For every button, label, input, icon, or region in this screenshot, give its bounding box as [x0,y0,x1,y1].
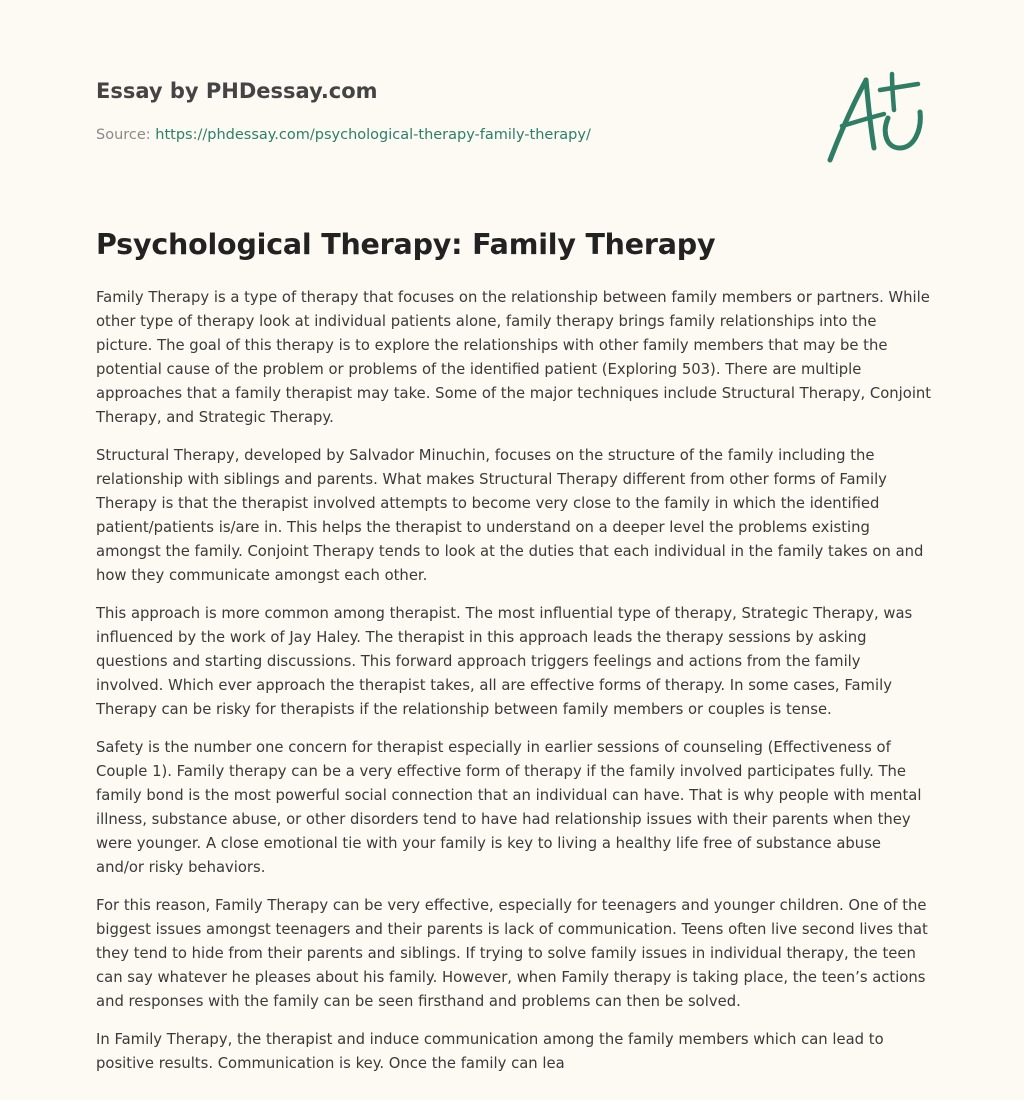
essay-body [96,286,932,1090]
essay-title: Psychological Therapy: Family Therapy [96,228,716,261]
brand-title: Essay by PHDessay.com [96,79,378,103]
essay-paragraph: Structural Therapy, developed by Salvador Minuchin, focuses on the structure of the family including the relationship with siblings and parents. What makes Structural Therapy different from other forms of Family Therapy is that the therapist involved attempts to become very close to the family in which the identified patient/patients is/are in. This helps the therapist to understand on a deeper level the problems existing amongst the family. Conjoint Therapy tends to look at the duties that each individual in the family takes on and how they communicate amongst each other. [96,447,924,584]
essay-paragraph: For this reason, Family Therapy can be very effective, especially for teenagers and younger children. One of the biggest issues amongst teenagers and their parents is lack of communication. Teens often live second lives that they tend to hide from their parents and siblings. If trying to solve family issues in individual therapy, the teen can say whatever he pleases about his family. However, when Family therapy is taking place, the teen’s actions and responses with the family can be seen firsthand and problems can then be solved. [96,897,928,1010]
source-line [96,125,816,145]
source-label: Source: [96,127,151,143]
essay-paragraph: Family Therapy is a type of therapy that focuses on the relationship between family members or partners. While other type of therapy look at individual patients alone, family therapy brings family relationships into the picture. The goal of this therapy is to explore the relationships with other family members that may be the potential cause of the problem or problems of the identified patient (Exploring 503). There are multiple approaches that a family therapist may take. Some of the major techniques include Structural Therapy, Conjoint Therapy, and Strategic Therapy. [96,289,932,426]
essay-header [96,78,816,145]
source-link[interactable]: https://phdessay.com/psychological-therapy-family-therapy/ [155,127,591,143]
essay-paragraph: Safety is the number one concern for therapist especially in earlier sessions of counseling (Effectiveness of Couple 1). Family therapy can be a very effective form of therapy if the family involved participates fully. The family bond is the most powerful social connection that an individual can have. That is why people with mental illness, substance abuse, or other disorders tend to have had relationship issues with their parents when they were younger. A close emotional tie with your family is key to living a healthy life free of substance abuse and/or risky behaviors. [96,739,922,876]
essay-paragraph: In Family Therapy, the therapist and induce communication among the family members which can lead to positive results. Communication is key. Once the family can lea [96,1031,884,1072]
essay-paragraph: This approach is more common among therapist. The most influential type of therapy, Strategic Therapy, was influenced by the work of Jay Haley. The therapist in this approach leads the therapy sessions by asking questions and starting discussions. This forward approach triggers feelings and actions from the family involved. Which ever approach the therapist takes, all are effective forms of therapy. In some cases, Family Therapy can be risky for therapists if the relationship between family members or couples is tense. [96,605,913,718]
a-plus-logo-icon [822,68,930,168]
